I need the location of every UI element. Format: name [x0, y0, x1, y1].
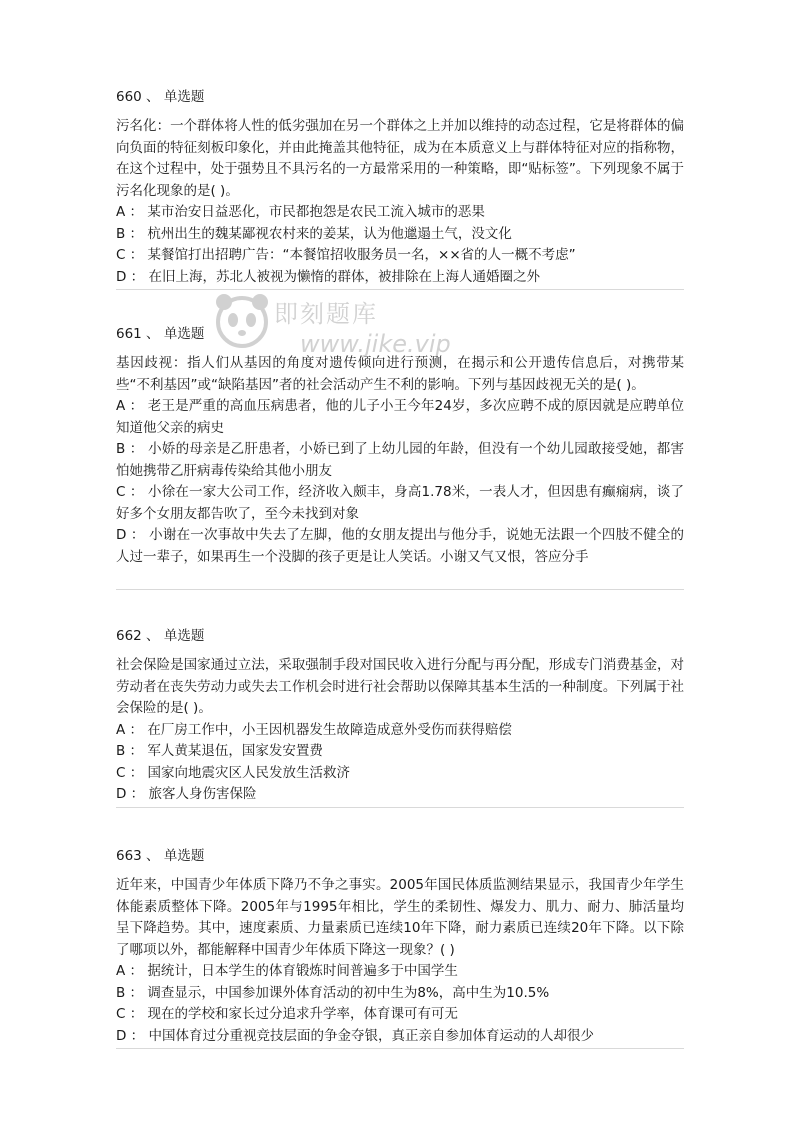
option-a[interactable]: A ： 某市治安日益恶化，市民都抱怨是农民工流入城市的恶果 [116, 204, 485, 220]
option-d[interactable]: D ： 中国体育过分重视竞技层面的争金夺银，真正亲自参加体育运动的人却很少 [116, 1027, 594, 1044]
question-number: 662 、 单选题 [116, 628, 205, 644]
option-d[interactable]: D ： 旅客人身伤害保险 [116, 786, 257, 802]
question-663 [116, 846, 684, 1047]
option-b[interactable]: B ： 小娇的母亲是乙肝患者，小娇已到了上幼儿园的年龄，但没有一个幼儿园敢接受她，都害怕她携带乙肝病毒传染给其他小朋友 [116, 441, 684, 479]
question-661 [116, 324, 684, 568]
option-c[interactable]: C ： 国家向地震灾区人民发放生活救济 [116, 764, 351, 781]
question-stem: 基因歧视：指人们从基因的角度对遗传倾向进行预测，在揭示和公开遗传信息后，对携带某些“不利基因”或“缺陷基因”者的社会活动产生不利的影响。下列与基因歧视无关的是( )。 [116, 355, 684, 393]
option-b[interactable]: B ： 军人黄某退伍，国家发安置费 [116, 743, 323, 759]
option-c[interactable]: C ： 小徐在一家大公司工作，经济收入颇丰，身高1.78米，一表人才，但因患有癫痫病，谈了好多个女朋友都告吹了，至今未找到对象 [116, 484, 684, 522]
watermark-brand: 即刻题库 [274, 300, 378, 328]
question-660 [116, 87, 684, 288]
divider [116, 1048, 684, 1049]
watermark-url: www.jike.vip [300, 330, 451, 358]
option-d[interactable]: D ： 在旧上海，苏北人被视为懒惰的群体，被排除在上海人通婚圈之外 [116, 268, 540, 285]
divider [116, 289, 684, 290]
option-a[interactable]: A ： 在厂房工作中，小王因机器发生故障造成意外受伤而获得赔偿 [116, 721, 512, 738]
option-a[interactable]: A ： 据统计，日本学生的体育锻炼时间普遍多于中国学生 [116, 963, 458, 979]
option-d[interactable]: D ： 小谢在一次事故中失去了左脚，他的女朋友提出与他分手，说她无法跟一个四肢不健全的人过一辈子，如果再生一个没脚的孩子更是让人笑话。小谢又气又恨，答应分手 [116, 527, 684, 565]
option-c[interactable]: C ： 现在的学校和家长过分追求升学率，体育课可有可无 [116, 1006, 459, 1022]
question-662 [116, 626, 684, 806]
option-c[interactable]: C ： 某餐馆打出招聘广告：“本餐馆招收服务员一名，××省的人一概不考虑” [116, 247, 576, 263]
divider [116, 807, 684, 808]
question-number: 661 、 单选题 [116, 326, 205, 342]
option-b[interactable]: B ： 调查显示，中国参加课外体育活动的初中生为8%，高中生为10.5% [116, 984, 550, 1001]
question-stem: 污名化：一个群体将人性的低劣强加在另一个群体之上并加以维持的动态过程，它是将群体的偏向负面的特征刻板印象化，并由此掩盖其他特征，成为在本质意义上与群体特征对应的指称物，在这个过程中，处于强势且不具污名的一方最常采用的一种策略，即“贴标签”。下列现象不属于污名化现象的是( )。 [116, 118, 684, 199]
question-number: 660 、 单选题 [116, 89, 205, 105]
question-stem: 近年来，中国青少年体质下降乃不争之事实。2005年国民体质监测结果显示，我国青少年学生体能素质整体下降。2005年与1995年相比，学生的柔韧性、爆发力、肌力、耐力、肺活量均呈下降趋势。其中，速度素质、力量素质已连续10年下降，耐力素质已连续20年下降。以下除了哪项以外，都能解释中国青少年体质下降这一现象？( ) [116, 877, 684, 958]
question-stem: 社会保险是国家通过立法，采取强制手段对国民收入进行分配与再分配，形成专门消费基金，对劳动者在丧失劳动力或失去工作机会时进行社会帮助以保障其基本生活的一种制度。下列属于社会保险的是( )。 [116, 657, 684, 716]
divider [116, 589, 684, 590]
option-b[interactable]: B ： 杭州出生的魏某鄙视农村来的姜某，认为他邋遢土气，没文化 [116, 225, 512, 242]
question-number: 663 、 单选题 [116, 848, 205, 864]
option-a[interactable]: A ： 老王是严重的高血压病患者，他的儿子小王今年24岁，多次应聘不成的原因就是应聘单位知道他父亲的病史 [116, 398, 684, 436]
